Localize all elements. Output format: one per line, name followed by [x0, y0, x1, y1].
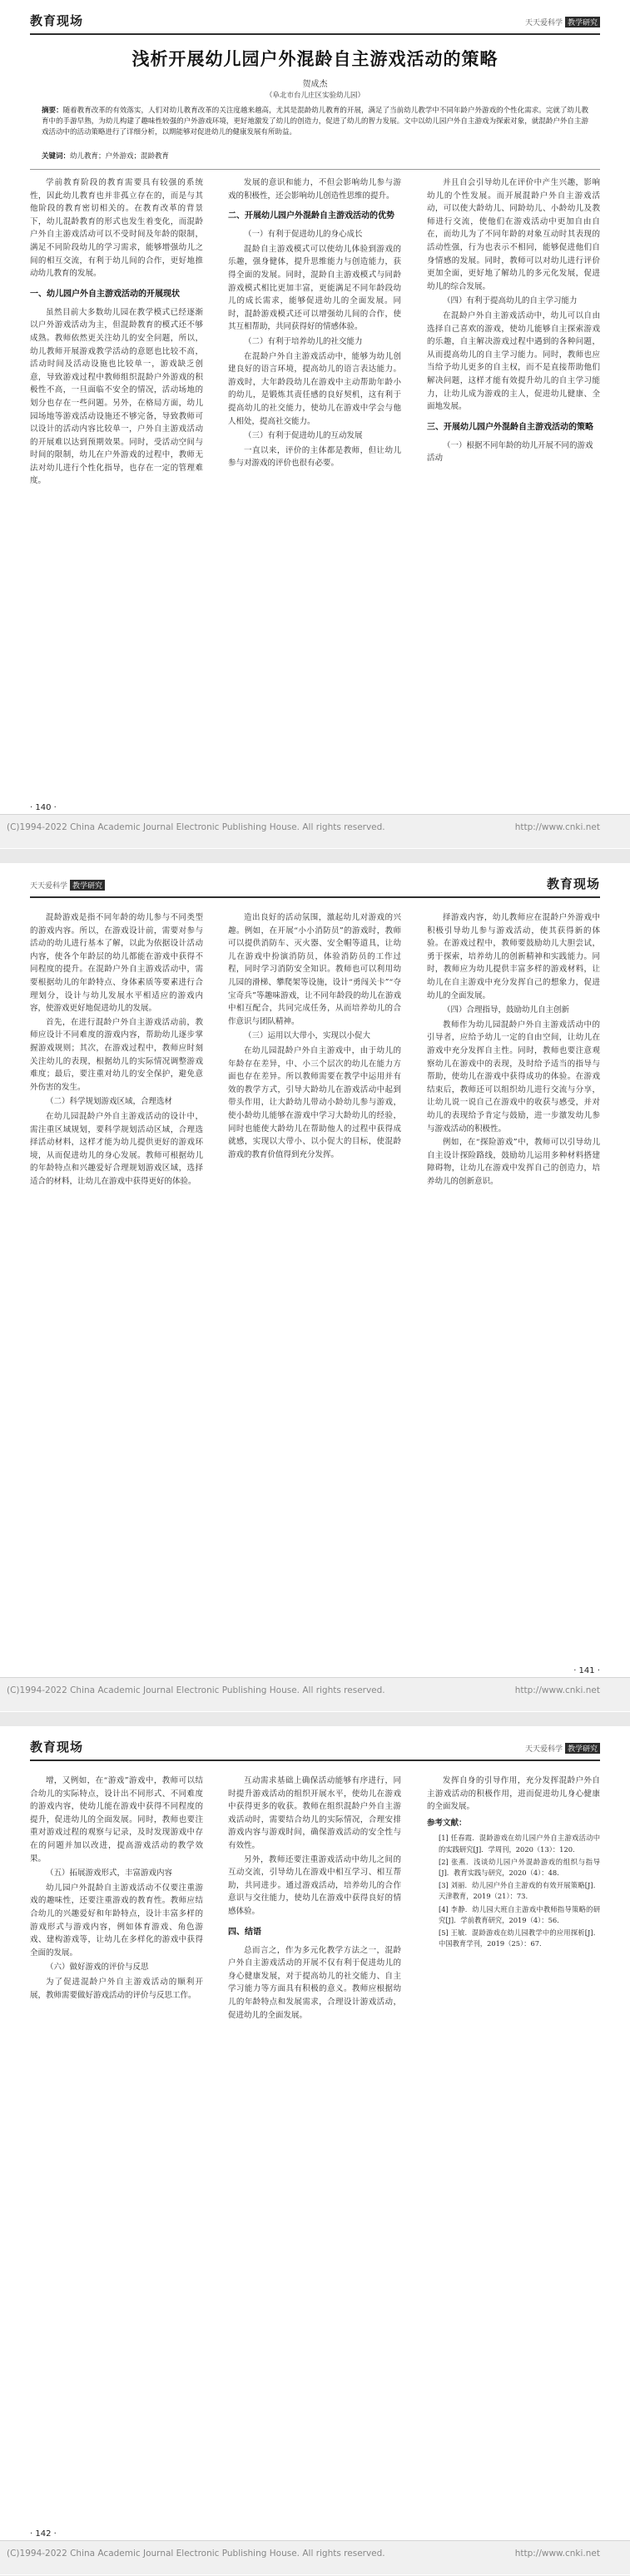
page-number: · 142 ·	[30, 2529, 57, 2539]
text-column	[30, 911, 203, 1189]
paragraph: 混龄自主游戏模式可以使幼儿体验到游戏的乐趣，强身健体，提升思维能力与创造能力，获得全面的发展。同时，混龄自主游戏模式与同龄游戏模式相比更加丰富，更能满足不同年龄段幼儿的成长需求，能够促进幼儿的全面发展。同时，混龄游戏模式还可以增强幼儿间的合作，使其互相帮助，共同获得好的情感体验。	[228, 244, 401, 332]
paragraph: 学前教育阶段的教育需要具有较强的系统性，因此幼儿教育也并非孤立存在的，而是与其他阶段的教育密切相关的。在教育改革的背景下，幼儿混龄教育的形式也发生着变化，而混龄户外自主游戏活动可以不受时间及年龄的限制，满足不同阶段幼儿的学习需求，能够增强幼儿之间的相互交流，有利于幼儿间的合作，更好地推动幼儿教育的发展。	[30, 178, 203, 279]
text-column	[30, 176, 203, 489]
paragraph: 总而言之，作为多元化教学方法之一，混龄户外自主游戏活动的开展不仅有利于促进幼儿的身心健康发展，对于提高幼儿的社交能力、自主学习能力等方面具有积极的意义。教师应根据幼儿的年龄特点和发展需求，合理设计游戏活动，促进幼儿的全面发展。	[228, 1945, 401, 2020]
reference-item: [5] 王敏．混龄游戏在幼儿园教学中的应用探析[J]．中国教育学刊，2019（25）：67.	[439, 1928, 600, 1948]
paragraph: 互动需求基础上确保活动能够有序进行，同时提升游戏活动的组织开展水平，使幼儿在游戏中获得更多的收获。教师在组织混龄户外自主游戏活动时，需要结合幼儿的实际情况，合理安排游戏内容与游戏时间，确保游戏活动的安全性与有效性。	[228, 1776, 401, 1850]
page-number: · 140 ·	[30, 803, 57, 812]
paragraph: 教师作为幼儿园混龄户外自主游戏活动中的引导者，应给予幼儿一定的自由空间，让幼儿在游戏中充分发挥自主性。同时，教师也要注意观察幼儿在游戏中的表现，及时给予适当的指导与帮助，使幼儿在游戏中获得成功的体验。在游戏结束后，教师还可以组织幼儿进行交流与分享，让幼儿说一说自己在游戏中的收获与感受，并对幼儿的表现给予肯定与鼓励，进一步激发幼儿参与游戏活动的积极性。	[427, 1020, 600, 1134]
reference-item: [3] 刘丽．幼儿园户外自主游戏的有效开展策略[J]．天津教育，2019（21）：73.	[439, 1881, 600, 1901]
divider	[30, 169, 600, 170]
subsection-heading: （五）拓展游戏形式，丰富游戏内容	[46, 1869, 173, 1879]
subsection-heading: （四）有利于提高幼儿的自主学习能力	[443, 296, 578, 306]
copyright-notice: (C)1994-2022 China Academic Journal Electronic Publishing House. All rights reserved.	[7, 822, 385, 832]
copyright-notice: (C)1994-2022 China Academic Journal Electronic Publishing House. All rights reserved.	[7, 1685, 385, 1695]
subsection-heading: （一）有利于促进幼儿的身心成长	[244, 230, 363, 240]
paragraph: 另外，教师还要注重游戏活动中幼儿之间的互动交流，引导幼儿在游戏中相互学习、相互帮助，共同进步。通过游戏活动，培养幼儿的合作意识与交往能力，使幼儿在游戏中获得良好的情感体验。	[228, 1854, 401, 1916]
subsection-heading: （六）做好游戏的评价与反思	[46, 1963, 149, 1973]
page-header	[30, 1735, 600, 1761]
paragraph: 造出良好的活动氛围，激起幼儿对游戏的兴趣。例如，在开展“小小消防员”的游戏时，教师可以提供消防车、灭火器、安全帽等道具，让幼儿在游戏中扮演消防员，体验消防员的工作过程，同时学习消防安全知识。教师也可以利用幼儿园的滑梯、攀爬架等设施，设计“勇闯关卡”“夺宝奇兵”等趣味游戏，让不同年龄段的幼儿在游戏中相互配合，共同完成任务，从而培养幼儿的合作意识与团队精神。	[228, 913, 401, 1026]
section-heading: 二、开展幼儿园户外混龄自主游戏活动的优势	[228, 211, 394, 221]
section-heading: 三、开展幼儿园户外混龄自主游戏活动的策略	[427, 422, 593, 432]
paragraph: 一直以来，评价的主体都是教师，但让幼儿参与对游戏的评价也很有必要。	[228, 445, 401, 469]
text-column	[30, 1774, 203, 2003]
keywords	[42, 151, 588, 162]
reference-item: [2] 张燕．浅谈幼儿园户外混龄游戏的组织与指导[J]．教育实践与研究，2020（4）：48.	[439, 1857, 600, 1877]
paragraph: 并且自会引导幼儿在评价中产生兴趣，影响幼儿的个性发展。而开展混龄户外自主游戏活动，可以使大龄幼儿、同龄幼儿、小龄幼儿及教师进行交流，使他们在游戏活动中更加自由自在，而幼儿为了不同年龄的对象互动时其表现的活动性强，行为也表示不相同，能够促进他们自身情感的发展。同时，教师可以对幼儿进行评价更加全面，更好地了解幼儿的多元化发展，促进幼儿的综合发展。	[427, 178, 600, 291]
site-url: http://www.cnki.net	[514, 822, 600, 832]
section-title: 教育现场	[30, 13, 84, 28]
keywords-text: 幼儿教育；户外游戏；混龄教育	[70, 152, 170, 161]
paragraph: 在幼儿园混龄户外自主游戏中，由于幼儿的年龄存在差异，中、小三个层次的幼儿在能力方面也存在差异。所以教师需要在教学中运用并有效的教学方式，引导大龄幼儿在游戏活动中起到带头作用，让大龄幼儿带动小龄幼儿参与游戏，使小龄幼儿能够在游戏中学习大龄幼儿的经验，同时也能使大龄幼儿在帮助他人的过程中获得成就感，实现以大带小、以小促大的目标，使混龄游戏的教育价值得到充分发挥。	[228, 1045, 401, 1159]
subsection-heading: （二）有利于培养幼儿的社交能力	[244, 336, 363, 346]
abstract-label: 摘要：	[42, 107, 63, 115]
section-tag: 教学研究	[565, 1743, 600, 1754]
text-column	[427, 176, 600, 467]
article-title: 浅析开展幼儿园户外混龄自主游戏活动的策略	[131, 49, 499, 69]
journal-name: 天天爱科学 教学研究	[525, 1743, 600, 1754]
section-title: 教育现场	[546, 876, 600, 891]
copyright-notice: (C)1994-2022 China Academic Journal Electronic Publishing House. All rights reserved.	[7, 2549, 385, 2559]
author-affiliation: （阜北市台儿庄区实验幼儿园）	[265, 92, 365, 100]
references-heading: 参考文献：	[427, 1818, 467, 1828]
paragraph: 在混龄户外自主游戏活动中，幼儿可以自由选择自己喜欢的游戏，使幼儿能够自主探索游戏的乐趣，自主解决游戏过程中遇到的各种问题，从而提高幼儿的自主学习能力。同时，教师也应当给予幼儿更多的自主权，而不是直接帮助他们解决问题，这样才能有效提升幼儿的自主学习能力，让幼儿成为游戏的主人，促进幼儿健康、全面地发展。	[427, 310, 600, 412]
page-header	[30, 8, 600, 35]
footer	[0, 1677, 630, 1711]
subsection-heading: （三）有利于促进幼儿的互动发展	[244, 431, 363, 441]
subsection-heading: （三）运用以大带小，实现以小促大	[244, 1031, 371, 1041]
section-tag: 教学研究	[565, 17, 600, 27]
subsection-heading: （二）科学规划游戏区域，合理选材	[46, 1097, 173, 1107]
article-page-3	[0, 1726, 630, 2575]
text-column	[228, 176, 401, 471]
subsection-heading: （一）根据不同年龄的幼儿开展不同的游戏活动	[427, 440, 593, 464]
section-heading: 四、结语	[228, 1927, 261, 1937]
section-tag: 教学研究	[70, 880, 105, 891]
section-heading: 一、幼儿园户外自主游戏活动的开展现状	[30, 289, 180, 299]
paragraph: 发挥自身的引导作用，充分发挥混龄户外自主游戏活动的积极作用，进而促进幼儿身心健康的全面发展。	[427, 1776, 600, 1812]
paragraph: 为了促进混龄户外自主游戏活动的顺利开展，教师需要做好游戏活动的评价与反思工作。	[30, 1977, 203, 2000]
reference-item: [4] 李静．幼儿园大班自主游戏中教师指导策略的研究[J]．学前教育研究，2019（4）：56.	[439, 1904, 600, 1924]
site-url: http://www.cnki.net	[514, 1685, 600, 1695]
paragraph: 混龄游戏是指不同年龄的幼儿参与不同类型的游戏内容。所以，在游戏设计前，需要对参与活动的幼儿进行基本了解，以此为依据设计活动内容，使各个年龄层的幼儿都能在游戏中获得不同程度的提升。在混龄户外自主游戏活动中，需要根据幼儿的年龄特点、身体素质等要素进行合理划分，设计与幼儿发展水平相适应的游戏内容，使游戏更好地促进幼儿的发展。	[30, 913, 203, 1014]
footer	[0, 814, 630, 848]
journal-name: 天天爱科学 教学研究	[30, 880, 105, 891]
abstract	[42, 106, 588, 138]
paragraph: 发展的意识和能力，不但会影响幼儿参与游戏的积极性，还会影响幼儿创造性思维的提升。	[228, 178, 401, 201]
journal-name: 天天爱科学 教学研究	[525, 17, 600, 27]
text-column	[427, 911, 600, 1189]
text-column	[228, 1774, 401, 2023]
article-page-1	[0, 0, 630, 849]
subsection-heading: （四）合理指导，鼓励幼儿自主创新	[443, 1005, 570, 1015]
paragraph: 幼儿园户外混龄自主游戏活动不仅要注重游戏的趣味性，还要注重游戏的教育性。教师应结合幼儿的兴趣爱好和年龄特点，设计丰富多样的游戏形式与游戏内容，例如体育游戏、角色游戏、建构游戏等，让幼儿在多样化的游戏中获得全面的发展。	[30, 1883, 203, 1958]
paragraph: 增，又例如，在“游戏”游戏中，教师可以结合幼儿的实际特点，设计出不同形式、不同难度的游戏内容，使幼儿能在游戏中获得不同程度的提升，促进幼儿的全面发展。同时，教师也要注重对游戏过程的观察与记录，及时发现游戏中存在的问题并加以改进，提高游戏活动的教学效果。	[30, 1776, 203, 1864]
article-author: 贺成杰	[302, 80, 328, 89]
reference-item: [1] 任春霞．混龄游戏在幼儿园户外自主游戏活动中的实践研究[J]．学周刊，2020（13）：120.	[439, 1834, 600, 1854]
text-column	[228, 911, 401, 1162]
paragraph: 例如，在“探险游戏”中，教师可以引导幼儿自主设计探险路线，鼓励幼儿运用多种材料搭建障碍物，让幼儿在游戏中发挥自己的创造力，培养幼儿的创新意识。	[427, 1138, 600, 1186]
paragraph: 在混龄户外自主游戏活动中，能够为幼儿创建良好的语言环境，提高幼儿的语言表达能力。游戏时，大年龄段幼儿在游戏中主动帮助年龄小的幼儿，是锻炼其责任感的良好契机，这有利于提高幼儿的社交能力，使幼儿在游戏中学会与他人相处，提高社交能力。	[228, 351, 401, 426]
paragraph: 在幼儿园混龄户外自主游戏活动的设计中，需注重区域规划，要科学规划活动区域，合理选择活动材料，这样才能为幼儿提供更好的游戏环境，从而促进幼儿的身心发展。教师可根据幼儿的年龄特点和兴趣爱好合理规划游戏区域，选择适合的材料，让幼儿在游戏中获得更好的体验。	[30, 1111, 203, 1186]
text-column	[427, 1774, 600, 1951]
site-url: http://www.cnki.net	[514, 2549, 600, 2559]
footer	[0, 2540, 630, 2574]
paragraph: 虽然目前大多数幼儿园在教学模式已经逐渐以户外游戏活动为主，但混龄教育的模式还不够成熟。教师依然更关注幼儿的安全问题，所以，幼儿教师开展游戏教学活动的意愿也比较不高，活动时间及活动设施也比较单一，游戏缺乏创意，导致游戏过程中教师组织混龄户外游戏的积极性不高，一旦面临不安全的情况，活动场地的划分也存在一些问题。另外，在格局方面，幼儿园场地等游戏活动设施还不够完备，导致教师可以设计的活动内容比较单一，户外自主游戏活动的开展难以达到预期效果。同时，受活动空间与时间的限制，幼儿在户外游戏的过程中，教师无法对幼儿进行个性化指导，也存在一定的管理难度。	[30, 307, 203, 486]
page-number: · 141 ·	[573, 1666, 600, 1675]
abstract-text: 随着教育改革的有效落实，人们对幼儿教育改革的关注度越来越高，尤其是混龄幼儿教育的开展，满足了当前幼儿教学中不同年龄户外游戏的个性化需求。完就了幼儿教育中的手游早熟，为幼儿构建了趣味性较强的户外游戏环境，更好地激发了幼儿的创造力，促进了幼儿的智力发展。文中以幼儿园户外自主游戏为探索对象，就混龄户外自主游戏活动中的活动策略进行了详细分析，以期能够对促进幼儿的健康发展有所助益。	[42, 107, 588, 136]
paragraph: 择游戏内容，幼儿教师应在混龄户外游戏中积极引导幼儿参与游戏活动，使其获得新的体验。在游戏过程中，教师要鼓励幼儿大胆尝试，勇于探索，培养幼儿的创新精神和实践能力。同时，教师应为幼儿提供丰富多样的游戏材料，让幼儿在自主游戏中充分发挥自己的想象力，促进幼儿的全面发展。	[427, 913, 600, 1000]
page-header	[30, 871, 600, 898]
article-page-2	[0, 863, 630, 1712]
keywords-label: 关键词：	[42, 152, 71, 161]
paragraph: 首先，在进行混龄户外自主游戏活动前，教师应设计不同难度的游戏内容，帮助幼儿逐步掌握游戏规则；其次，在游戏过程中，教师应时刻关注幼儿的表现，根据幼儿的实际情况调整游戏难度；最后，要注重对幼儿的安全保护，避免意外伤害的发生。	[30, 1017, 203, 1092]
section-title: 教育现场	[30, 1740, 84, 1755]
